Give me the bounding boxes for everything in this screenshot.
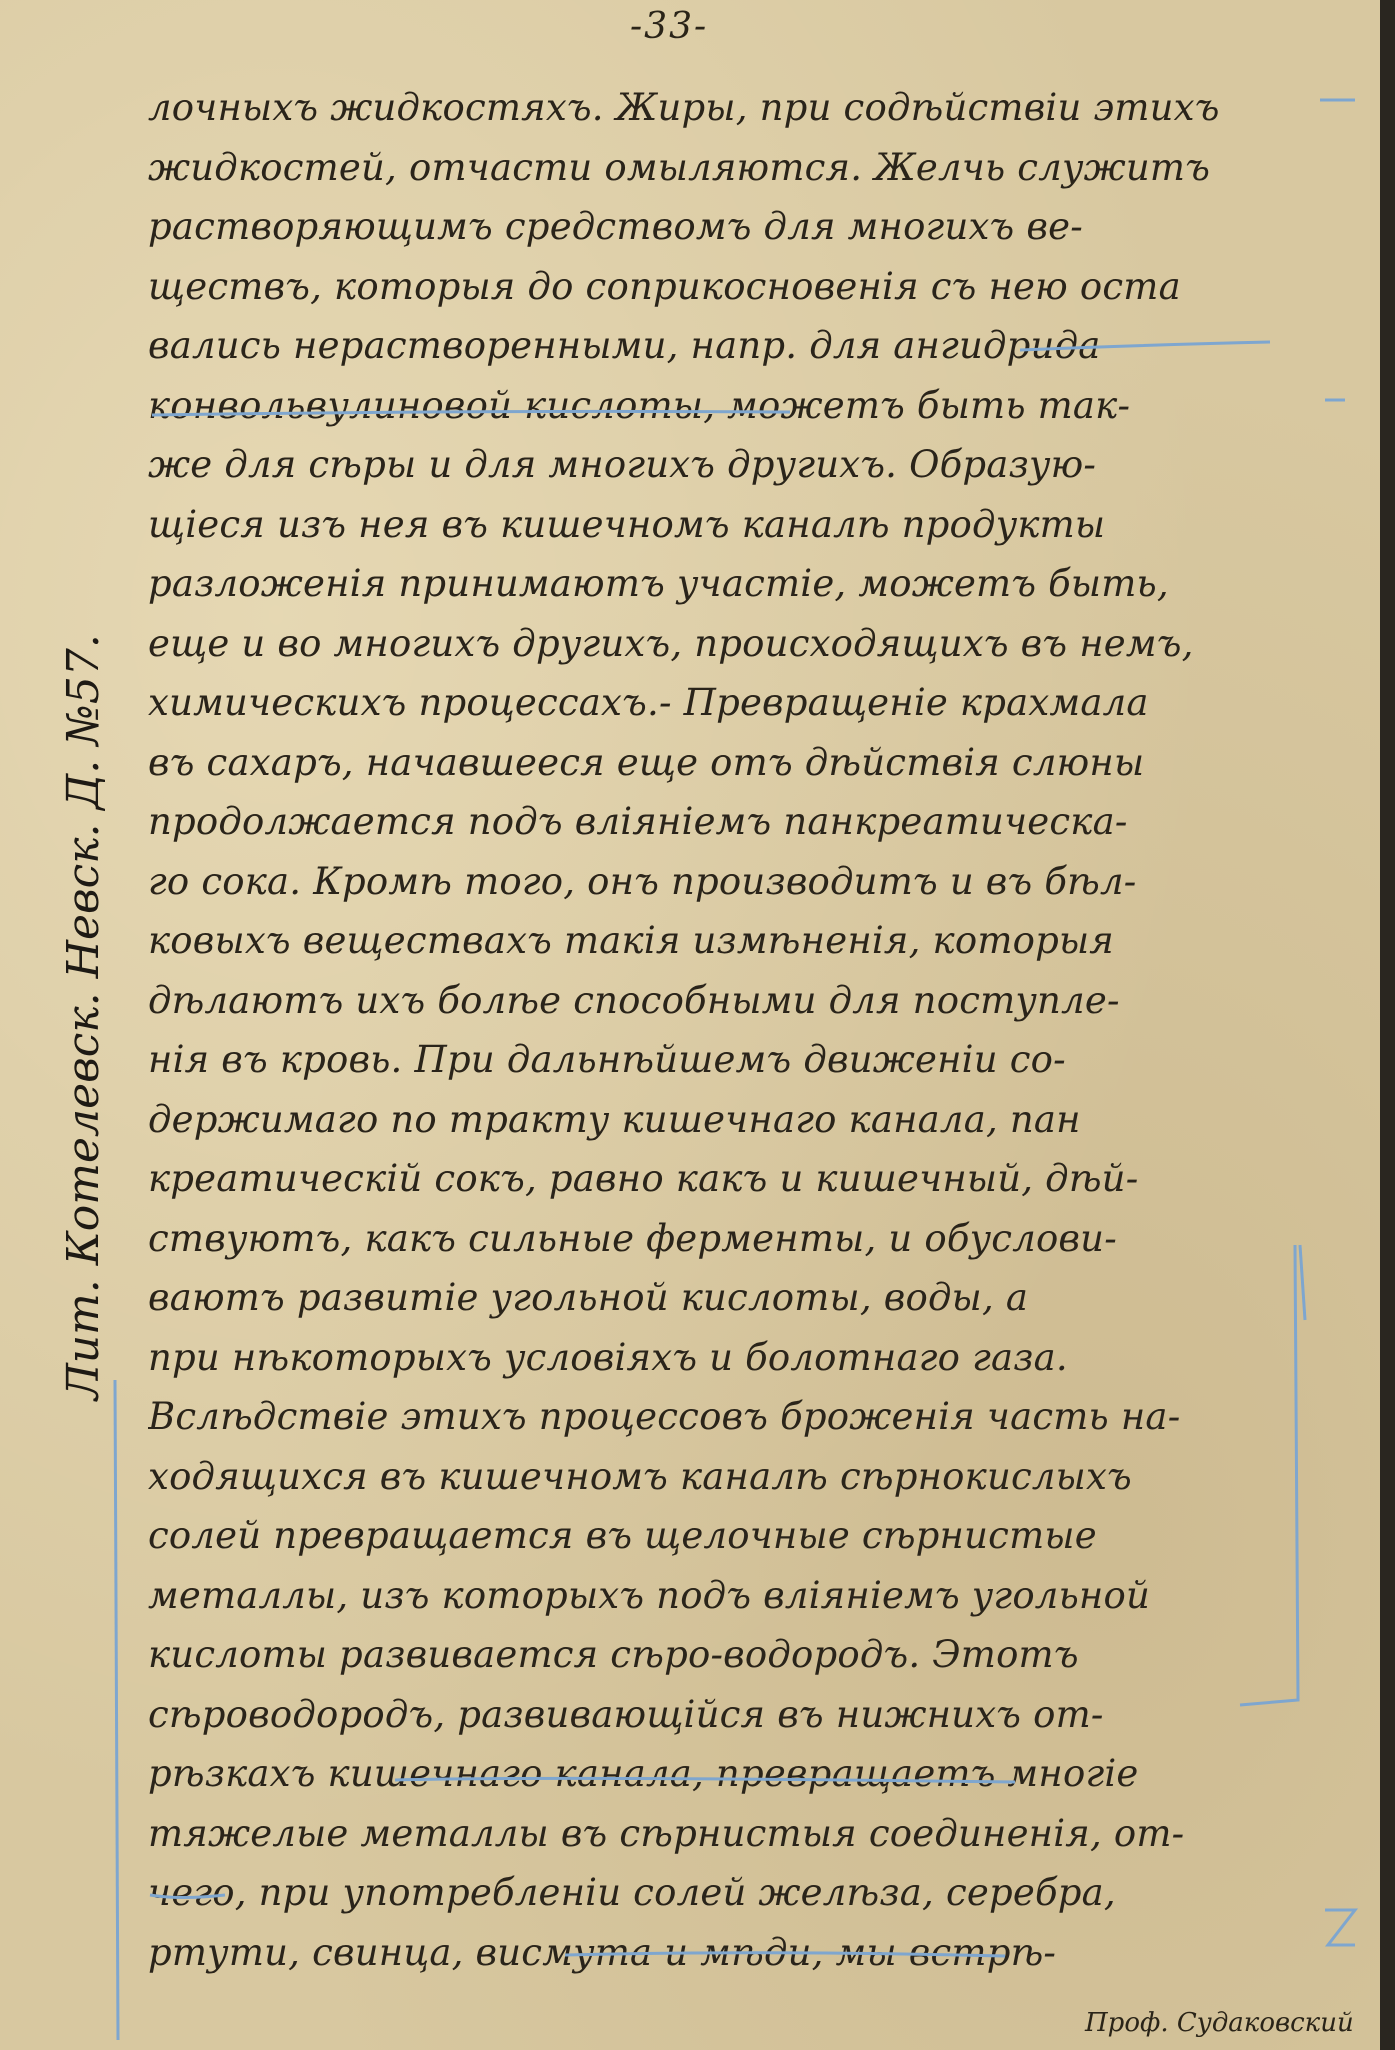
text-line: химическихъ процессахъ.- Превращеніе крахмала [148, 681, 1149, 724]
corner-mark [1325, 1910, 1355, 1945]
text-line: тяжелые металлы въ сѣрнистыя соединенія, от- [148, 1811, 1185, 1855]
text-line: ртути, свинца, висмута и мѣди, мы встрѣ- [148, 1930, 1057, 1974]
underline-mark [395, 1778, 1015, 1782]
margin-line-mark [115, 1380, 118, 2040]
side-bracket-mark [1300, 1245, 1305, 1320]
text-line: вались нерастворенными, напр. для ангидрида [148, 324, 1101, 367]
text-line: кислоты развивается сѣро-водородъ. Этотъ [148, 1633, 1079, 1676]
text-line: ваютъ развитіе угольной кислоты, воды, а [148, 1276, 1029, 1319]
text-line: же для сѣры и для многихъ другихъ. Образую- [148, 443, 1097, 486]
underline-mark [150, 1895, 225, 1898]
text-line: нія въ кровь. При дальнѣйшемъ движеніи со- [148, 1038, 1066, 1081]
text-line: въ сахаръ, начавшееся еще отъ дѣйствія слюны [148, 740, 1145, 784]
underline-mark [565, 1953, 1005, 1956]
text-line: дѣлаютъ ихъ болѣе способными для поступле- [148, 978, 1120, 1022]
text-line: продолжается подъ вліяніемъ панкреатическа- [148, 800, 1128, 843]
text-line: щіеся изъ нея въ кишечномъ каналѣ продукты [148, 502, 1106, 546]
text-line: держимаго по тракту кишечнаго канала, пан [148, 1097, 1081, 1141]
text-line: сѣроводородъ, развивающійся въ нижнихъ от- [148, 1692, 1104, 1736]
text-line: лочныхъ жидкостяхъ. Жиры, при содѣйствіи этихъ [148, 86, 1220, 129]
underline-mark [1020, 342, 1270, 350]
text-line: при нѣкоторыхъ условіяхъ и болотнаго газа. [148, 1335, 1068, 1379]
side-bracket-mark [1240, 1245, 1298, 1705]
text-line: жидкостей, отчасти омыляются. Желчь служитъ [148, 145, 1211, 189]
text-line: солей превращается въ щелочные сѣрнистые [148, 1514, 1097, 1557]
text-line: чего, при употребленіи солей желѣза, серебра, [148, 1871, 1116, 1914]
signature: Проф. Судаковский [1085, 2008, 1354, 2038]
text-line: металлы, изъ которыхъ подъ вліяніемъ угольной [148, 1573, 1150, 1617]
text-line: ществъ, которыя до соприкосновенія съ нею оста [148, 264, 1181, 308]
text-line: креатическій сокъ, равно какъ и кишечный, дѣй- [148, 1157, 1139, 1200]
text-line: ствуютъ, какъ сильные ферменты, и обуслови- [148, 1216, 1117, 1260]
text-line: рѣзкахъ кишечнаго канала, превращаетъ многіе [148, 1752, 1139, 1795]
lithography-margin-note: Лит. Котелевск. Невск. Д. №57. [58, 634, 109, 1400]
text-line: ходящихся въ кишечномъ каналѣ сѣрнокислыхъ [148, 1454, 1132, 1498]
text-line: Вслѣдствіе этихъ процессовъ броженія часть на- [148, 1395, 1181, 1438]
text-line: растворяющимъ средствомъ для многихъ ве- [148, 205, 1083, 248]
text-line: разложенія принимаютъ участіе, можетъ быть, [148, 562, 1169, 605]
page-number: -33- [630, 6, 709, 47]
text-line: еще и во многихъ другихъ, происходящихъ въ немъ, [148, 621, 1194, 665]
text-line: конвольвулиновой кислоты, можетъ быть так- [148, 383, 1131, 427]
scan-edge [1380, 0, 1395, 2050]
underline-mark [152, 411, 790, 415]
text-line: го сока. Кромѣ того, онъ производитъ и въ бѣл- [148, 859, 1137, 903]
text-line: ковыхъ веществахъ такія измѣненія, которыя [148, 919, 1114, 962]
